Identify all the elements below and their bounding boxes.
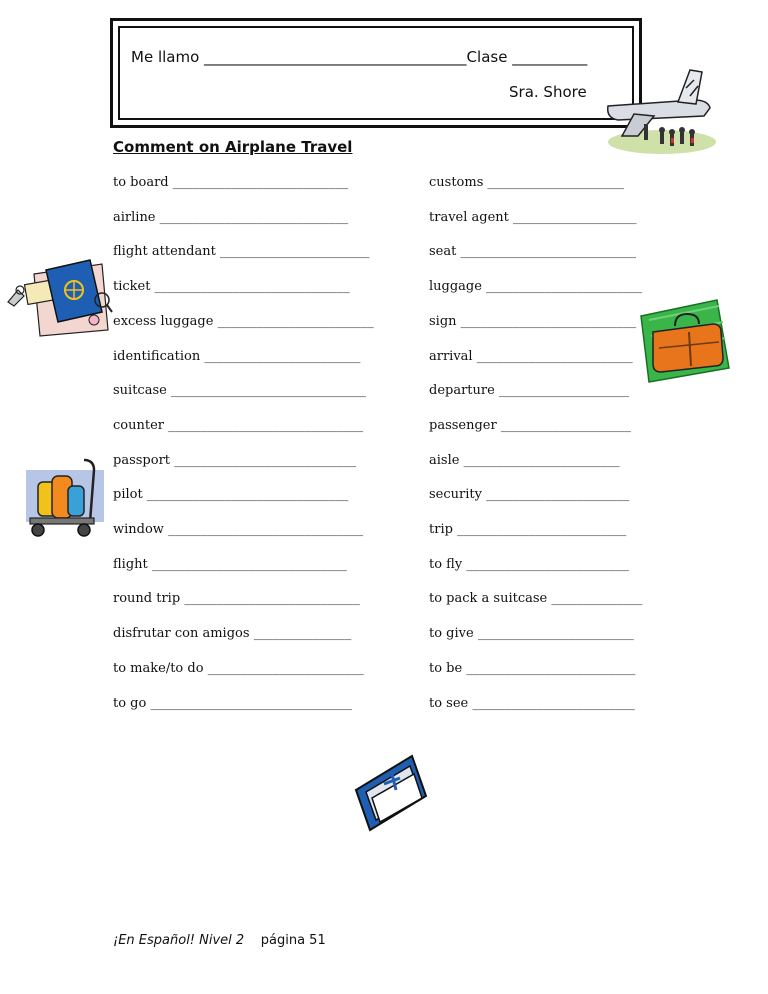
vocab-term: suitcase <box>113 383 167 399</box>
ticket-icon <box>352 750 430 834</box>
header-inner-border <box>118 26 634 120</box>
vocab-term: window <box>113 522 164 537</box>
vocab-row <box>429 314 636 329</box>
answer-blank[interactable]: _______________ <box>253 626 352 642</box>
vocab-row <box>429 696 635 711</box>
vocab-term: counter <box>113 417 164 433</box>
vocab-term: to pack a suitcase <box>429 591 548 607</box>
vocab-row <box>113 557 347 572</box>
vocab-term: airline <box>113 209 156 225</box>
vocab-row <box>429 626 634 641</box>
vocab-row <box>429 244 636 259</box>
answer-blank[interactable]: __________________________ <box>466 660 636 676</box>
vocab-term: sign <box>429 313 457 329</box>
vocab-row <box>113 244 369 259</box>
name-blank: ___________________________________ <box>204 48 467 66</box>
vocab-row <box>113 418 363 433</box>
vocab-term: departure <box>429 383 495 399</box>
answer-blank[interactable]: ________________________ <box>204 348 361 364</box>
vocab-term: to see <box>429 695 469 711</box>
vocab-term: identification <box>113 348 201 364</box>
answer-blank[interactable]: ___________________________ <box>172 175 349 190</box>
vocab-row <box>429 661 635 676</box>
vocab-row <box>429 418 631 433</box>
vocab-term: disfrutar con amigos <box>113 626 250 642</box>
teacher-name: Sra. Shore <box>509 83 587 101</box>
vocab-term: excess luggage <box>113 313 214 329</box>
answer-blank[interactable]: _______________________ <box>219 244 370 260</box>
answer-blank[interactable]: ______________________________ <box>168 522 364 537</box>
vocab-row <box>113 626 351 641</box>
footer <box>113 933 326 948</box>
luggage-cart-icon <box>22 456 108 540</box>
name-label: Me llamo <box>131 48 200 66</box>
vocab-row <box>113 661 364 676</box>
vocab-row <box>429 487 629 502</box>
vocab-term: trip <box>429 522 453 537</box>
vocab-term: aisle <box>429 452 460 468</box>
vocab-term: round trip <box>113 591 181 607</box>
answer-blank[interactable]: ____________________ <box>498 383 629 399</box>
footer-page-number: página 51 <box>260 933 326 948</box>
vocab-term: flight attendant <box>113 244 216 260</box>
header-box <box>110 18 642 128</box>
vocab-term: ticket <box>113 279 151 295</box>
vocab-term: to fly <box>429 556 463 572</box>
vocab-term: to make/to do <box>113 660 204 676</box>
vocab-term: luggage <box>429 279 482 295</box>
vocab-row <box>429 210 637 225</box>
vocab-row <box>113 210 348 225</box>
answer-blank[interactable]: ________________________ <box>477 626 634 642</box>
answer-blank[interactable]: ______________________ <box>486 487 630 503</box>
vocab-row <box>113 591 360 606</box>
vocab-row <box>113 487 348 502</box>
answer-blank[interactable]: ____________________________ <box>174 452 357 468</box>
vocab-row <box>113 175 348 190</box>
vocab-term: passenger <box>429 417 497 433</box>
answer-blank[interactable]: _____________________________ <box>159 209 349 225</box>
answer-blank[interactable]: ___________________________ <box>460 313 637 329</box>
answer-blank[interactable]: ______________________________ <box>154 279 350 295</box>
suitcase-icon <box>639 296 731 384</box>
vocab-row <box>113 279 350 294</box>
answer-blank[interactable]: ______________________________ <box>170 383 366 399</box>
vocab-term: to go <box>113 695 147 711</box>
answer-blank[interactable]: ________________________ <box>217 313 374 329</box>
vocab-row <box>429 279 642 294</box>
vocab-row <box>113 349 360 364</box>
answer-blank[interactable]: __________________________ <box>457 522 627 537</box>
vocab-row <box>429 175 624 190</box>
answer-blank[interactable]: _________________________ <box>472 695 635 711</box>
class-label: Clase <box>466 48 508 66</box>
footer-book-title: ¡En Español! Nivel 2 <box>113 933 245 948</box>
vocab-term: to board <box>113 175 169 190</box>
answer-blank[interactable]: _______________________________ <box>146 487 349 503</box>
vocab-row <box>113 383 366 398</box>
passport-icon <box>6 256 114 338</box>
vocab-term: seat <box>429 244 457 260</box>
vocab-term: flight <box>113 556 148 572</box>
answer-blank[interactable]: ______________________________ <box>168 417 364 433</box>
answer-blank[interactable]: ____________________ <box>500 417 631 433</box>
answer-blank[interactable]: ________________________ <box>486 279 643 295</box>
airplane-icon <box>604 66 716 156</box>
vocab-row <box>429 453 620 468</box>
vocab-row <box>429 557 629 572</box>
vocab-term: security <box>429 487 482 503</box>
vocab-row <box>113 314 374 329</box>
vocab-row <box>429 349 633 364</box>
vocab-term: passport <box>113 452 171 468</box>
answer-blank[interactable]: ________________________ <box>476 348 633 364</box>
vocab-term: travel agent <box>429 209 509 225</box>
vocab-term: to be <box>429 660 463 676</box>
vocab-row <box>429 522 626 537</box>
vocab-term: customs <box>429 175 484 190</box>
answer-blank[interactable]: ________________________ <box>463 452 620 468</box>
answer-blank[interactable]: _____________________ <box>487 175 625 190</box>
answer-blank[interactable]: _________________________ <box>466 556 629 572</box>
vocab-row <box>113 696 352 711</box>
answer-blank[interactable]: ______________ <box>551 591 643 607</box>
answer-blank[interactable]: ______________________________ <box>151 556 347 572</box>
class-blank: __________ <box>512 48 588 66</box>
answer-blank[interactable]: ________________________ <box>207 660 364 676</box>
vocab-term: pilot <box>113 487 143 503</box>
vocab-row <box>113 453 356 468</box>
name-line <box>131 48 587 66</box>
vocab-term: to give <box>429 626 474 642</box>
vocab-term: arrival <box>429 348 473 364</box>
vocab-row <box>113 522 363 537</box>
worksheet-title: Comment on Airplane Travel <box>113 138 353 156</box>
vocab-row <box>429 383 629 398</box>
answer-blank[interactable]: ___________________ <box>513 209 637 225</box>
answer-blank[interactable]: ___________________________ <box>460 244 636 260</box>
vocab-row <box>429 591 642 606</box>
answer-blank[interactable]: _______________________________ <box>150 695 352 711</box>
answer-blank[interactable]: ___________________________ <box>184 591 360 607</box>
